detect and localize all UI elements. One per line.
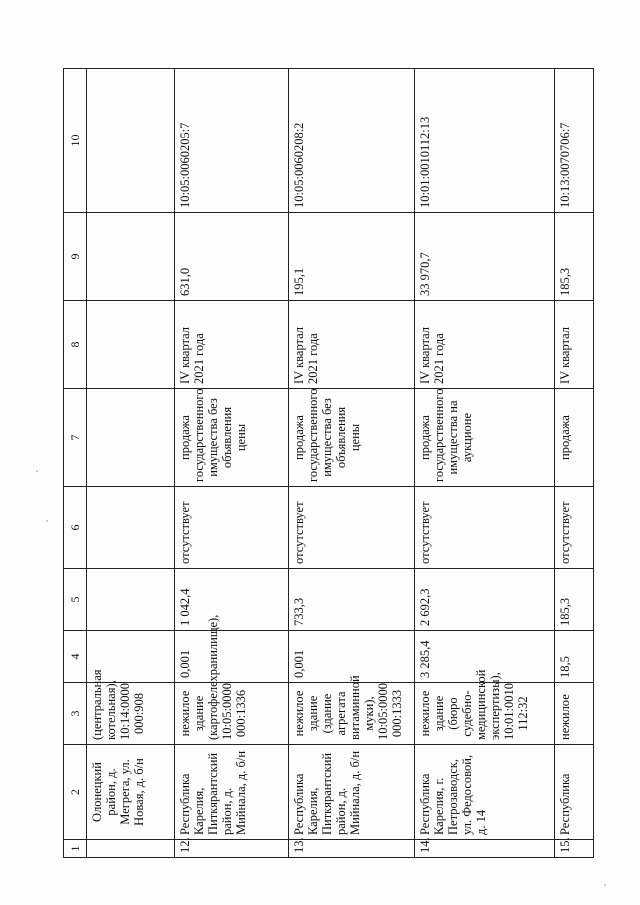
cell-4: 3 285,4 bbox=[415, 631, 555, 683]
cell-6 bbox=[87, 487, 175, 569]
cell-4: 0,001 bbox=[289, 631, 415, 683]
address-cell: Республика bbox=[555, 745, 594, 840]
cell-7: продажа государственного имущества без объявления цены bbox=[175, 389, 289, 487]
address-cell: Олонецкий район, д. Мегрега, ул. Новая, д. б/н bbox=[87, 745, 175, 840]
cell-9: 33 970,7 bbox=[415, 213, 555, 301]
scan-speck bbox=[46, 520, 48, 522]
header-cell: 1 bbox=[64, 840, 87, 858]
cell-7 bbox=[87, 389, 175, 487]
header-cell: 2 bbox=[64, 745, 87, 840]
cell-8: IV квартал 2021 года bbox=[175, 301, 289, 389]
cell-9: 631,0 bbox=[175, 213, 289, 301]
object-cell: нежилое здание (картофелехранилище), 10:05:0000 000:1336 bbox=[175, 683, 289, 745]
cell-4: 0,001 bbox=[175, 631, 289, 683]
header-cell: 6 bbox=[64, 487, 87, 569]
header-cell: 5 bbox=[64, 569, 87, 631]
address-cell: Республика Карелия, г. Петрозаводск, ул. Федосовой, д. 14 bbox=[415, 745, 555, 840]
table-row bbox=[175, 69, 289, 858]
header-cell: 10 bbox=[64, 69, 87, 213]
cell-8: IV квартал 2021 года bbox=[415, 301, 555, 389]
scan-speck bbox=[604, 884, 606, 886]
cell-8: IV квартал bbox=[555, 301, 594, 389]
cell-5 bbox=[87, 569, 175, 631]
cell-5: 733,3 bbox=[289, 569, 415, 631]
cell-8: IV квартал 2021 года bbox=[289, 301, 415, 389]
object-cell: нежилое bbox=[555, 683, 594, 745]
header-cell: 9 bbox=[64, 213, 87, 301]
header-cell: 8 bbox=[64, 301, 87, 389]
cell-9: 185,3 bbox=[555, 213, 594, 301]
cell-4: 18,5 bbox=[555, 631, 594, 683]
cell-10: 10:05:0060208:2 bbox=[289, 69, 415, 213]
cell-5: 2 692,3 bbox=[415, 569, 555, 631]
row-number-cell: 14. bbox=[415, 840, 555, 858]
object-cell: (центральная котельная), 10:14:0000 000:908 bbox=[87, 683, 175, 745]
address-cell: Республика Карелия, Питкярантский район, д. Мийнала, д. б/н bbox=[175, 745, 289, 840]
cell-6: отсутствует bbox=[289, 487, 415, 569]
rotated-table-wrapper bbox=[63, 69, 594, 858]
cell-6: отсутствует bbox=[555, 487, 594, 569]
table-row bbox=[87, 69, 175, 858]
object-cell: нежилое здание (бюро судебно-медицинской экспертизы), 10:01:0010 112:32 bbox=[415, 683, 555, 745]
object-cell: нежилое здание (здание агрегата витаминной муки), 10:05:0000 000:1333 bbox=[289, 683, 415, 745]
table-row bbox=[555, 69, 594, 858]
row-number-cell: 13. bbox=[289, 840, 415, 858]
cell-9 bbox=[87, 213, 175, 301]
cell-10: 10:05:0060205:7 bbox=[175, 69, 289, 213]
address-cell: Республика Карелия, Питкярантский район, д. Мийнала, д. б/н bbox=[289, 745, 415, 840]
cell-10: 10:13:0070706:7 bbox=[555, 69, 594, 213]
property-table bbox=[63, 68, 594, 858]
header-cell: 4 bbox=[64, 631, 87, 683]
cell-10 bbox=[87, 69, 175, 213]
cell-7: продажа bbox=[555, 389, 594, 487]
cell-7: продажа государственного имущества на аукционе bbox=[415, 389, 555, 487]
row-number-cell: 12. bbox=[175, 840, 289, 858]
cell-5: 1 042,4 bbox=[175, 569, 289, 631]
cell-9: 195,1 bbox=[289, 213, 415, 301]
cell-7: продажа государственного имущества без объявления цены bbox=[289, 389, 415, 487]
row-number-cell: 15. bbox=[555, 840, 594, 858]
header-cell: 7 bbox=[64, 389, 87, 487]
table-row bbox=[289, 69, 415, 858]
cell-5: 185,3 bbox=[555, 569, 594, 631]
cell-6: отсутствует bbox=[415, 487, 555, 569]
cell-10: 10:01:0010112:13 bbox=[415, 69, 555, 213]
header-row bbox=[64, 69, 87, 858]
cell-6: отсутствует bbox=[175, 487, 289, 569]
row-number-cell bbox=[87, 840, 175, 858]
header-cell: 3 bbox=[64, 683, 87, 745]
cell-8 bbox=[87, 301, 175, 389]
table-row bbox=[415, 69, 555, 858]
scan-speck bbox=[36, 470, 38, 472]
